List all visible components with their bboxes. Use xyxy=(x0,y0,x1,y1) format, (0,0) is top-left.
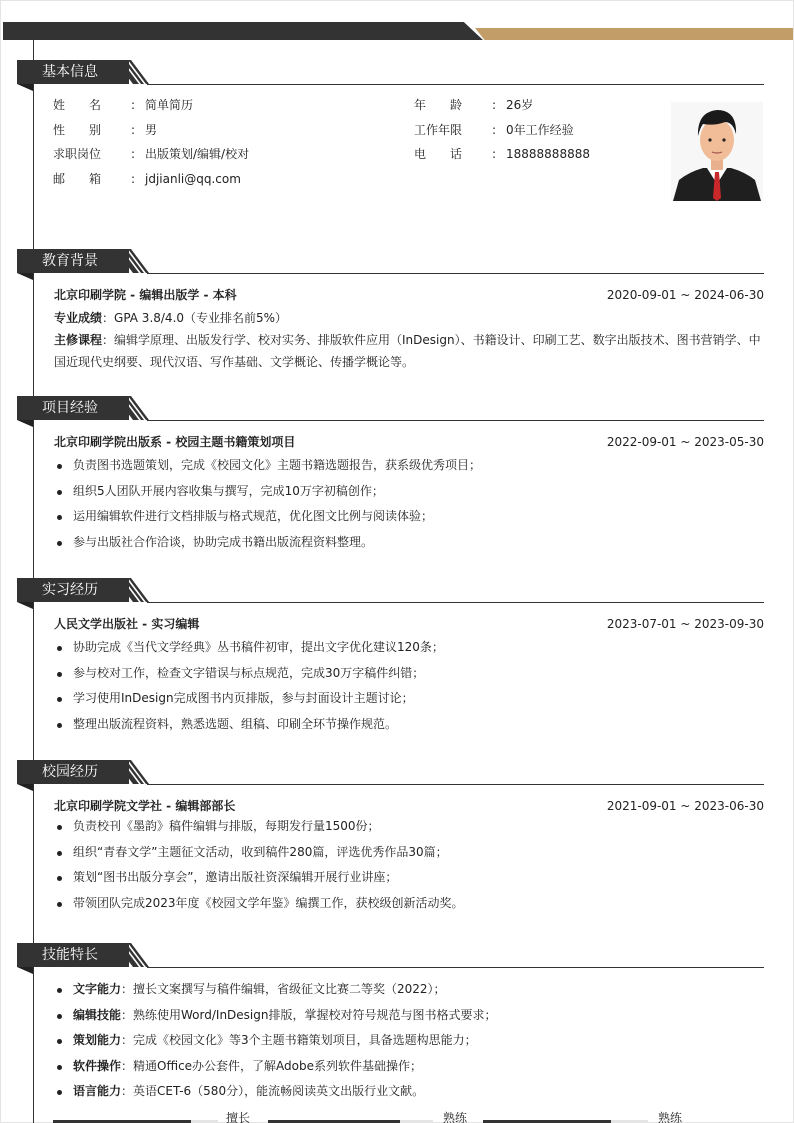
list-item: 参与出版社合作洽谈，协助完成书籍出版流程资料整理。 xyxy=(54,530,764,556)
list-item: 学习使用InDesign完成图书内页排版，参与封面设计主题讨论； xyxy=(54,686,764,712)
avatar-photo xyxy=(671,102,763,201)
education-courses: 主修课程：编辑学原理、出版发行学、校对实务、排版软件应用（InDesign）、书籍设计、印刷工艺、数字出版技术、图书营销学、中国近现代史纲要、现代汉语、写作基础、文学概论、传播学概论等。 xyxy=(54,333,761,369)
skills-list xyxy=(54,977,764,1105)
section-title: 教育背景 xyxy=(17,249,129,273)
project-heading: 北京印刷学院出版系 - 校园主题书籍策划项目 2022-09-01 ~ 2023-05-30 xyxy=(54,435,764,449)
internship-heading: 人民文学出版社 - 实习编辑 2023-07-01 ~ 2023-09-30 xyxy=(54,617,764,631)
list-item: 运用编辑软件进行文档排版与格式规范，优化图文比例与阅读体验； xyxy=(54,504,764,530)
section-title: 技能特长 xyxy=(17,943,129,967)
section-title: 实习经历 xyxy=(17,578,129,602)
education-heading: 北京印刷学院 - 编辑出版学 - 本科 2020-09-01 ~ 2024-06-30 xyxy=(54,288,764,302)
list-item: 组织“青春文学”主题征文活动，收到稿件280篇，评选优秀作品30篇； xyxy=(54,840,764,866)
stripes-icon xyxy=(115,396,155,420)
person-icon xyxy=(671,102,763,201)
skill-item: 编辑技能：熟练使用Word/InDesign排版，掌握校对符号规范与图书格式要求； xyxy=(54,1003,764,1029)
skill-level-bars: 擅长 熟练 熟练 xyxy=(53,1112,773,1123)
section-internship xyxy=(17,578,764,737)
header-bar-dark xyxy=(3,22,483,40)
list-item: 组织5人团队开展内容收集与撰写，完成10万字初稿创作； xyxy=(54,479,764,505)
education-gpa: 专业成绩：GPA 3.8/4.0（专业排名前5%） xyxy=(54,311,288,325)
section-projects xyxy=(17,396,764,555)
list-item: 负责校刊《墨韵》稿件编辑与排版，每期发行量1500份； xyxy=(54,814,764,840)
section-education xyxy=(17,249,764,373)
info-phone: 电 话 : 18888888888 xyxy=(414,147,590,161)
internship-list xyxy=(54,635,764,737)
info-position: 求职岗位 : 出版策划/编辑/校对 xyxy=(53,147,250,161)
list-item: 整理出版流程资料，熟悉选题、组稿、印刷全环节操作规范。 xyxy=(54,712,764,738)
section-title: 项目经验 xyxy=(17,396,129,420)
stripes-icon xyxy=(115,760,155,784)
section-skills xyxy=(17,943,764,1105)
list-item: 参与校对工作，检查文字错误与标点规范，完成30万字稿件纠错； xyxy=(54,661,764,687)
skill-item: 软件操作：精通Office办公套件，了解Adobe系列软件基础操作； xyxy=(54,1054,764,1080)
campus-heading: 北京印刷学院文学社 - 编辑部部长 2021-09-01 ~ 2023-06-30 xyxy=(54,799,764,813)
list-item: 带领团队完成2023年度《校园文学年鉴》编撰工作，获校级创新活动奖。 xyxy=(54,891,764,917)
stripes-icon xyxy=(115,943,155,967)
campus-list xyxy=(54,814,764,916)
section-title: 校园经历 xyxy=(17,760,129,784)
stripes-icon xyxy=(115,249,155,273)
section-basic-info xyxy=(17,60,764,85)
skill-item: 文字能力：擅长文案撰写与稿件编辑，省级征文比赛二等奖（2022）； xyxy=(54,977,764,1003)
list-item: 策划“图书出版分享会”，邀请出版社资深编辑开展行业讲座； xyxy=(54,865,764,891)
section-title: 基本信息 xyxy=(17,60,129,84)
list-item: 负责图书选题策划，完成《校园文化》主题书籍选题报告，获系级优秀项目； xyxy=(54,453,764,479)
info-work-years: 工作年限 : 0年工作经验 xyxy=(414,123,574,137)
project-list xyxy=(54,453,764,555)
skill-item: 策划能力：完成《校园文化》等3个主题书籍策划项目，具备选题构思能力； xyxy=(54,1028,764,1054)
stripes-icon xyxy=(115,60,155,84)
section-campus xyxy=(17,760,764,916)
header-bar-gold xyxy=(475,28,793,40)
stripes-icon xyxy=(115,578,155,602)
info-name: 姓 名 : 简单简历 xyxy=(53,98,194,112)
info-age: 年 龄 : 26岁 xyxy=(414,98,534,112)
list-item: 协助完成《当代文学经典》丛书稿件初审，提出文字优化建议120条； xyxy=(54,635,764,661)
info-email: 邮 箱 : jdjianli@qq.com xyxy=(53,172,241,186)
info-gender: 性 别 : 男 xyxy=(53,123,158,137)
skill-item: 语言能力：英语CET-6（580分），能流畅阅读英文出版行业文献。 xyxy=(54,1079,764,1105)
